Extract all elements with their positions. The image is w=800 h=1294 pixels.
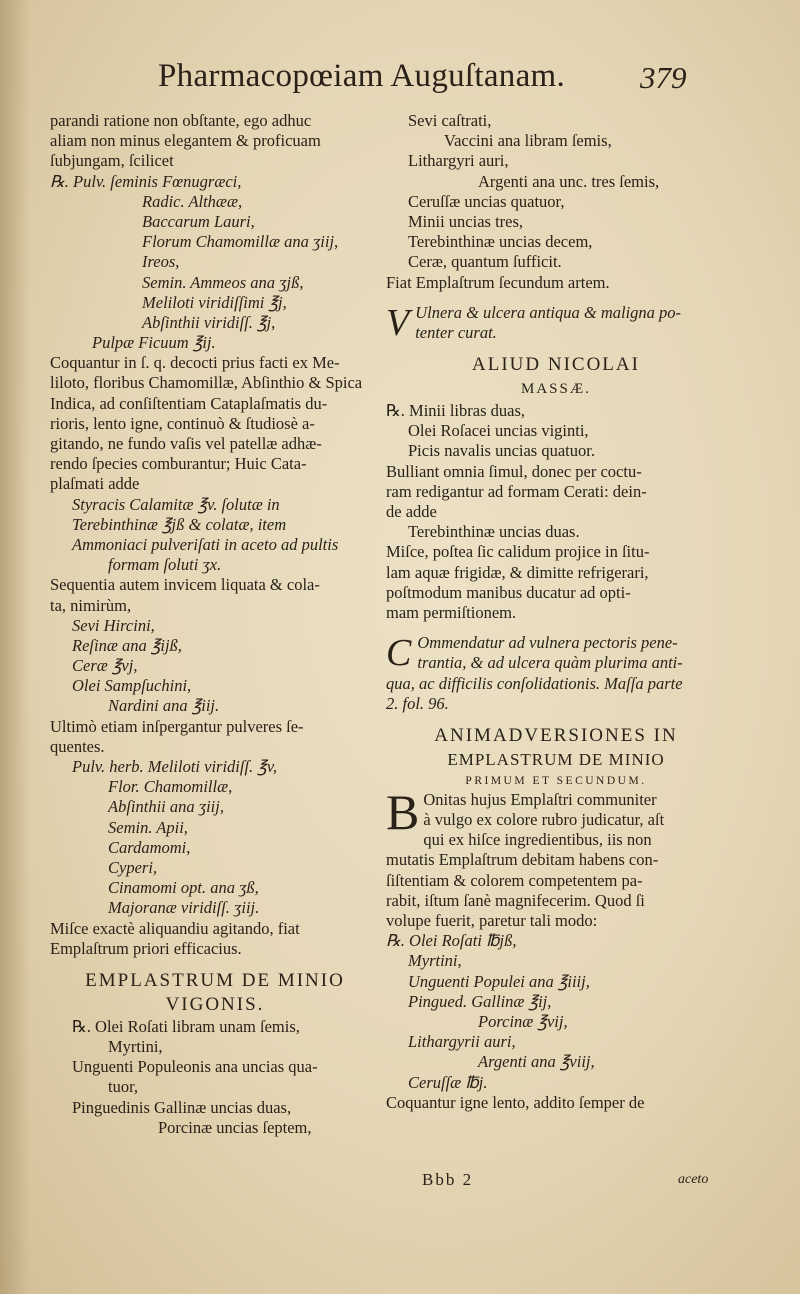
recipe-line: Ireos, [142,252,180,272]
right-column [386,111,726,1113]
spacer [386,714,726,724]
text-line: Ultimò etiam inſpergantur pulveres ſe- [50,716,304,736]
recipe-line: ℞. Olei Roſati libram unam ſemis, [72,1016,300,1036]
text-line: lam aquæ frigidæ, & dimitte refrigerari, [386,562,649,582]
recipe-line: Semin. Apii, [108,817,188,837]
recipe-line: ℞. Olei Roſati ℔jß, [386,931,517,951]
section-heading: EMPLASTRUM DE MINIO [85,969,345,991]
recipe-line: Semin. Ammeos ana ʒjß, [142,272,304,292]
recipe-line: Picis navalis uncias quatuor. [408,441,595,461]
section-subheading: PRIMUM ET SECUNDUM. [465,774,647,787]
recipe-line: Cyperi, [108,857,158,877]
section-heading: VIGONIS. [165,993,265,1015]
page-header [150,58,710,102]
text-line: poſtmodum manibus ducatur ad opti- [386,582,631,602]
text-line: quentes. [50,736,105,756]
recipe-line: Myrtini, [108,1037,163,1057]
recipe-line: Ceruſſæ uncias quatuor, [408,191,565,211]
recipe-line: Nardini ana ℥iij. [108,696,220,716]
recipe-line: Ceræ ℥vj, [72,656,138,676]
recipe-line: Porcinæ ℥vij, [478,1011,568,1031]
recipe-line: Radic. Althææ, [142,191,243,211]
recipe-line: Sevi Hircini, [72,615,155,635]
text-line: mam permiſtionem. [386,602,517,622]
note-line: 2. fol. 96. [386,693,449,713]
drop-cap: B [386,789,420,840]
spacer [386,293,726,303]
recipe-line: Olei Sampſuchini, [72,676,192,696]
text-line: plaſmati adde [50,474,140,494]
recipe-line: Argenti ana ℥viij, [478,1052,595,1072]
recipe-line: Terebinthinæ ℥jß & colatæ, item [72,514,287,534]
left-column [50,111,380,1138]
text-line: Miſce exactè aliquandiu agitando, fiat [50,918,300,938]
note-line: Ommendatur ad vulnera pectoris pene- [417,633,678,653]
marginal-note [386,633,726,714]
text-line: ram redigantur ad formam Cerati: dein- [386,481,647,501]
recipe-line: Lithargyri auri, [408,151,509,171]
text-line: qui ex hiſce ingredientibus, iis non [423,830,652,850]
text-line: à vulgo ex colore rubro judicatur, aſt [423,810,665,830]
recipe-line: Lithargyrii auri, [408,1032,516,1052]
note-line: qua, ac difficilis conſolidationis. Maſſa parte [386,673,683,693]
recipe-line: ℞. Pulv. ſeminis Fœnugræci, [50,171,242,191]
text-line: volupe fuerit, paretur tali modo: [386,911,598,930]
text-line: de adde [386,502,437,521]
section-heading: EMPLASTRUM DE MINIO [447,749,665,769]
marginal-note [386,303,726,343]
text-line: Emplaſtrum priori efficacius. [50,938,242,958]
recipe-line: tuor, [108,1077,139,1097]
text-line: rioris, lento igne, continuò & ſtudiosè a- [50,413,315,433]
signature-mark: Bbb 2 [422,1170,474,1189]
recipe-line: Argenti ana unc. tres ſemis, [478,171,660,191]
recipe-line: Abſinthii viridiſſ. ℥j, [142,312,276,332]
recipe-line: Pulv. herb. Meliloti viridiſſ. ℥v, [72,757,278,776]
recipe-line: Ceræ, quantum ſufficit. [408,252,562,272]
text-line: aliam non minus elegantem & proficuam [50,131,321,151]
recipe-line: Styracis Calamitæ ℥v. ſolutæ in [72,494,280,514]
recipe-line: Terebinthinæ uncias decem, [408,232,593,252]
recipe-line: ℞. Minii libras duas, [386,401,525,421]
section-heading: ALIUD NICOLAI [472,354,640,376]
recipe-line: Ceruſſæ ℔j. [408,1072,488,1092]
recipe-line: Baccarum Lauri, [142,211,255,231]
text-line: rendo ſpecies comburantur; Huic Cata- [50,454,307,474]
section-heading: MASSÆ. [521,381,591,398]
text-line: ta, nimirùm, [50,595,132,615]
recipe-line: formam ſoluti ʒx. [108,555,222,575]
recipe-line: Sevi caſtrati, [408,111,492,130]
text-line: ſubjungam, ſcilicet [50,151,174,171]
page-gutter-shadow [0,0,30,1294]
drop-cap: V [386,302,410,344]
paragraph [386,790,726,851]
page-number: 379 [640,60,687,95]
drop-cap: C [386,633,412,675]
text-line: mutatis Emplaſtrum debitam habens con- [386,850,659,870]
recipe-line: Florum Chamomillæ ana ʒiij, [142,232,339,252]
text-line: ſiſtentiam & colorem competentem pa- [386,870,643,890]
text-line: liloto, floribus Chamomillæ, Abſinthio & Spica [50,373,363,393]
text-line: Miſce, poſtea ſic calidum projice in ſitu- [386,542,650,562]
recipe-line: Pinguedinis Gallinæ uncias duas, [72,1097,292,1117]
recipe-line: Ammoniaci pulveriſati in aceto ad pultis [72,534,339,554]
recipe-line: Unguenti Populeonis ana uncias qua- [72,1057,318,1077]
note-line: tenter curat. [415,322,497,342]
text-line: Bulliant omnia ſimul, donec per coctu- [386,461,642,481]
recipe-line: Unguenti Populei ana ℥iiij, [408,971,590,991]
text-line: parandi ratione non obſtante, ego adhuc [50,111,312,130]
recipe-line: Reſinæ ana ℥ijß, [72,635,182,655]
spacer [386,343,726,353]
recipe-line: Vaccini ana libram ſemis, [444,131,612,151]
recipe-line: Abſinthii ana ʒiij, [108,797,224,817]
text-line: Fiat Emplaſtrum ſecundum artem. [386,272,610,292]
recipe-line: Terebinthinæ uncias duas. [408,522,580,542]
running-title: Pharmacopœiam Auguſtanam. [158,58,566,94]
text-line: Coquantur in ſ. q. decocti prius facti ex Me- [50,353,340,373]
recipe-line: Cinamomi opt. ana ʒß, [108,878,259,898]
recipe-line: Myrtini, [408,951,462,971]
text-line: rabit, iſtum ſanè magnifecerim. Quod ſi [386,890,645,910]
recipe-line: Minii uncias tres, [408,211,524,231]
recipe-line: Majoranæ viridiſſ. ʒiij. [108,898,260,918]
recipe-line: Porcinæ uncias ſeptem, [158,1117,312,1137]
recipe-line: Meliloti viridiſſimi ℥j, [142,292,287,312]
spacer [50,959,380,969]
text-line: gitando, ne fundo vaſis vel patellæ adhæ- [50,434,322,453]
recipe-line: Pingued. Gallinæ ℥ij, [408,991,552,1011]
note-line: Ulnera & ulcera antiqua & maligna po- [415,302,682,322]
note-line: trantia, & ad ulcera quàm plurima anti- [417,653,683,673]
recipe-line: Flor. Chamomillæ, [108,777,233,797]
text-line: Coquantur igne lento, addito ſemper de [386,1092,645,1112]
text-line: Indica, ad conſiſtentiam Cataplaſmatis du- [50,393,328,413]
recipe-line: Cardamomi, [108,837,191,857]
catchword: aceto [678,1172,709,1187]
text-line: Onitas hujus Emplaſtri communiter [423,789,657,809]
text-line: Sequentia autem invicem liquata & cola- [50,575,320,595]
recipe-line: Olei Roſacei uncias viginti, [408,421,589,441]
recipe-line: Pulpæ Ficuum ℥ij. [92,333,216,353]
section-heading: ANIMADVERSIONES IN [434,724,678,746]
spacer [386,623,726,633]
